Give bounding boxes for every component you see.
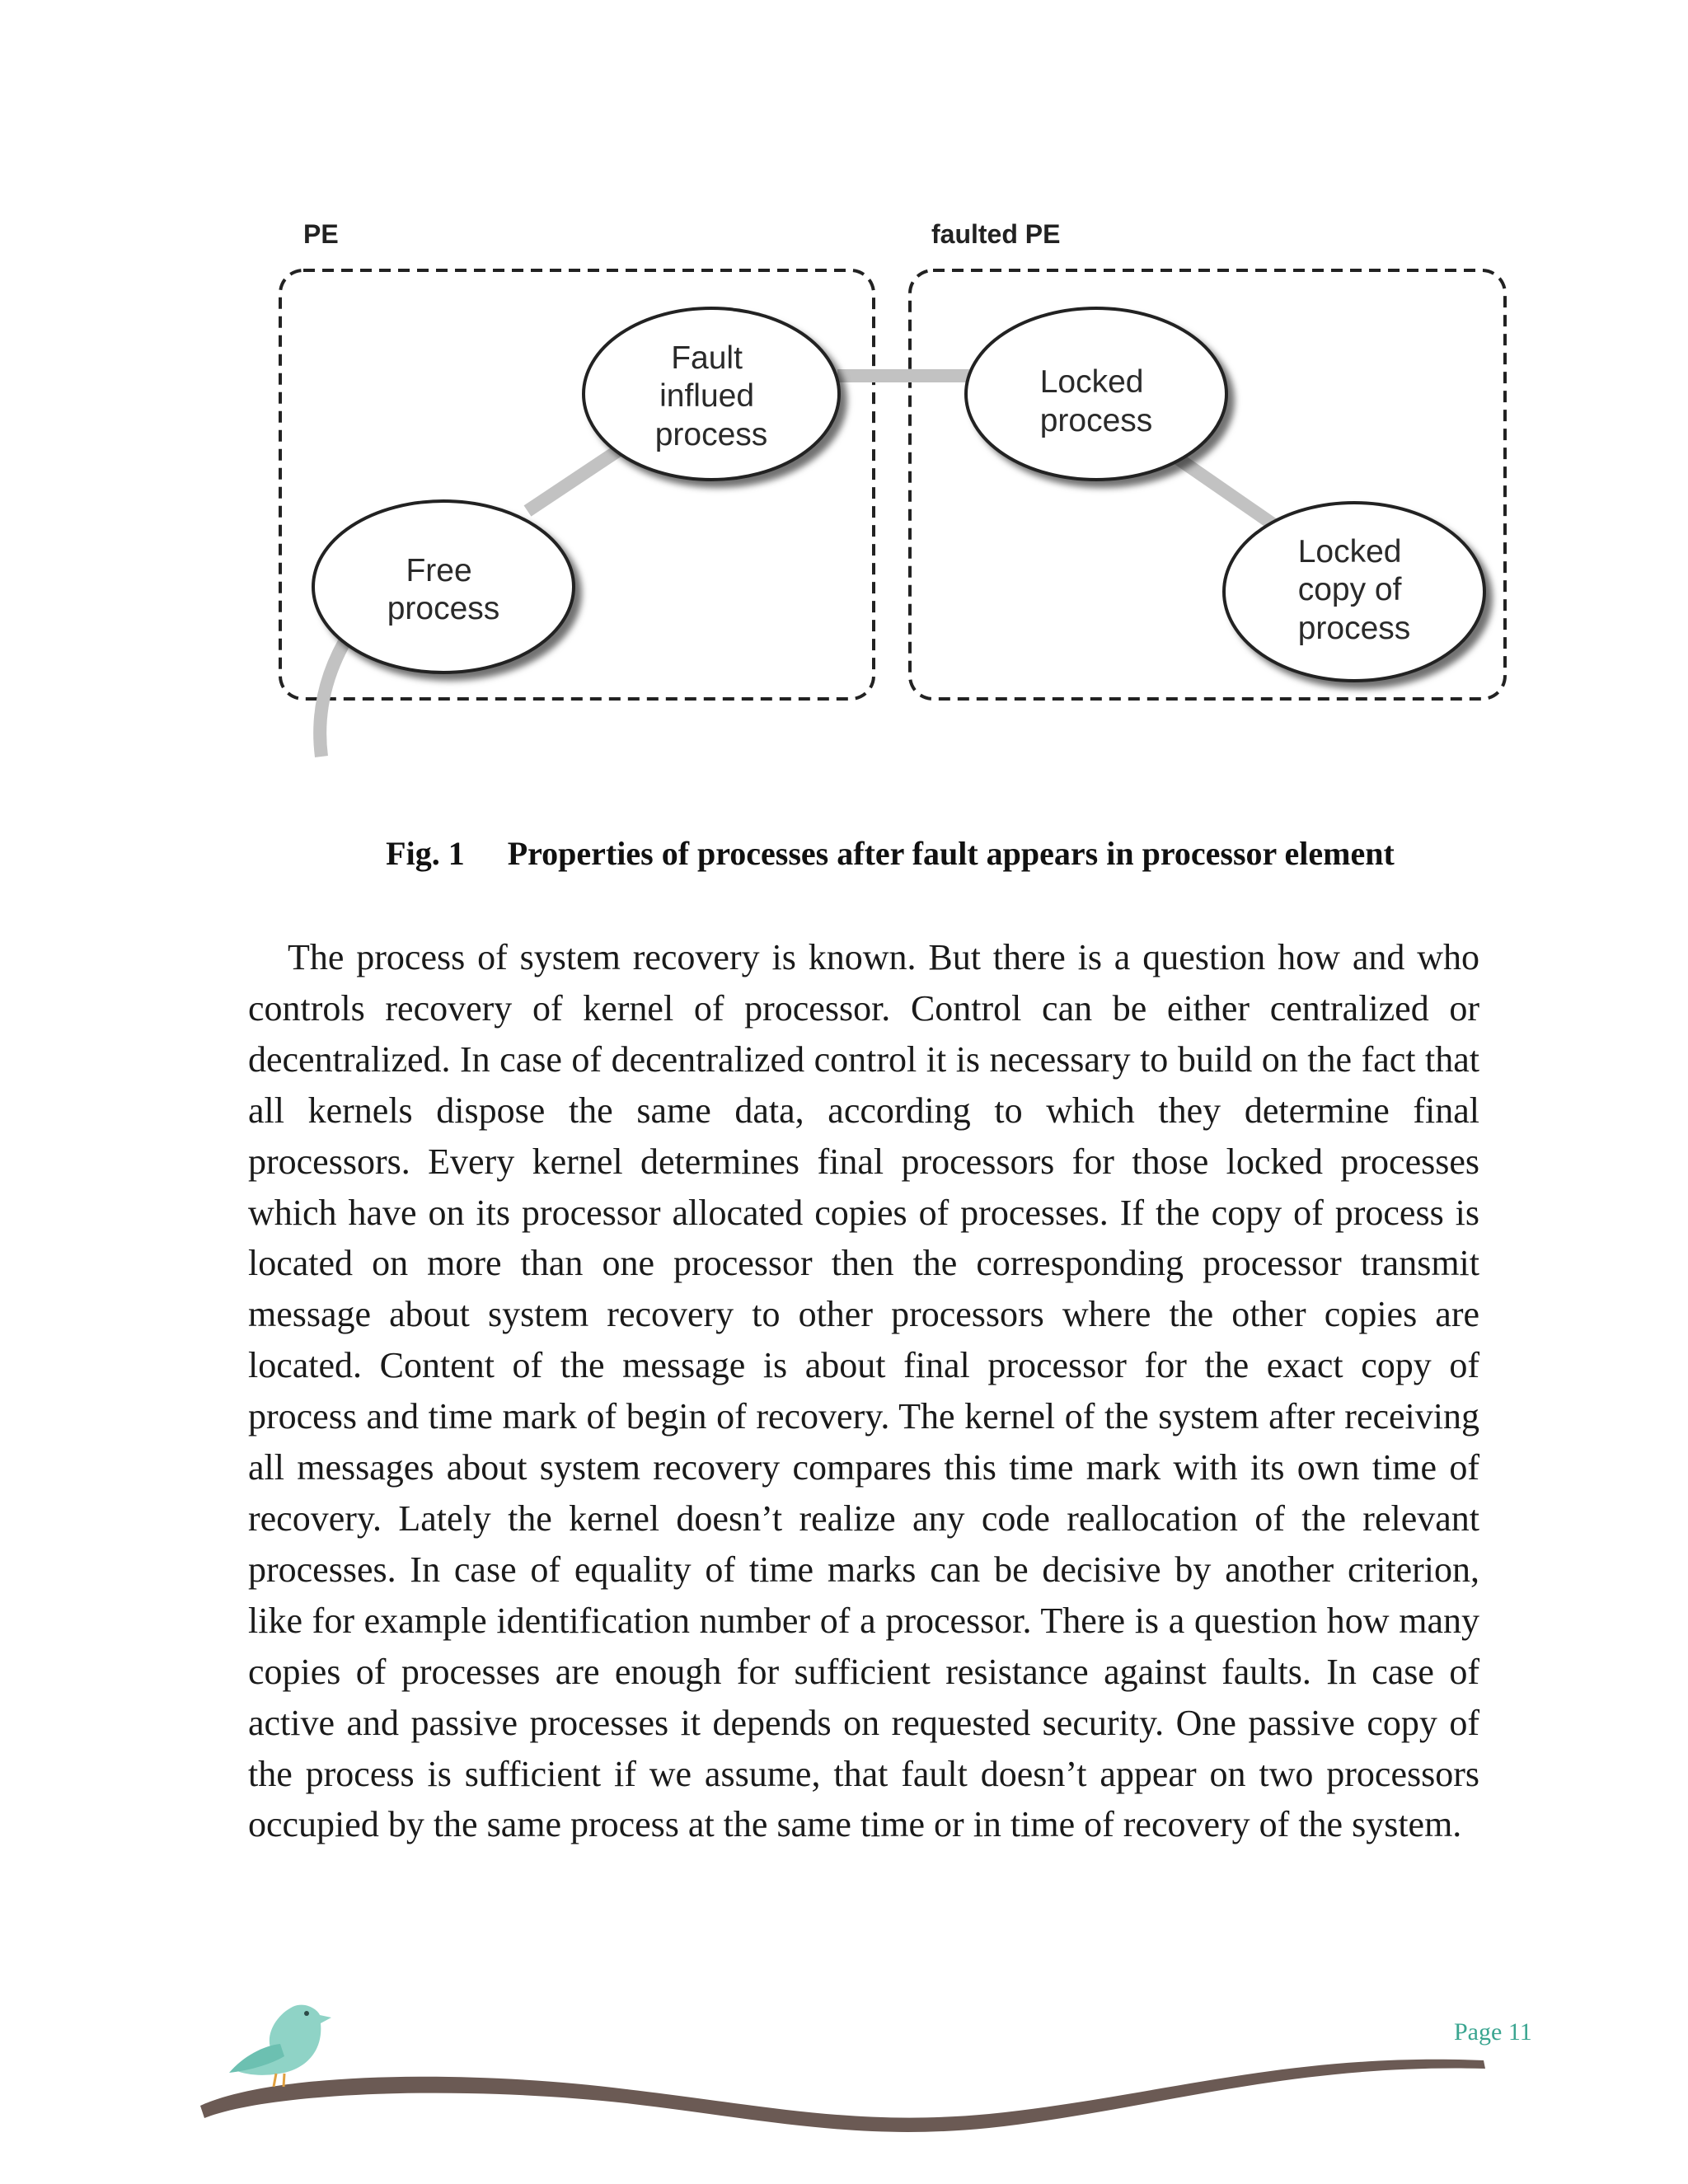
page-number: Page 11 — [1454, 2018, 1532, 2046]
node-locked-copy-process — [1224, 503, 1484, 681]
svg-text:Fault influed: Fault influed process — [654, 340, 768, 452]
branch-decoration — [200, 2060, 1485, 2132]
connector-free-to-fault — [528, 445, 626, 511]
svg-text:Free process: Free process — [387, 553, 500, 626]
figure-caption — [247, 834, 1533, 873]
figure-diagram — [247, 198, 1533, 791]
process-diagram — [247, 198, 1533, 791]
bird-icon — [229, 2005, 331, 2087]
faulted-pe-box-label: faulted PE — [931, 219, 1061, 249]
node-free-process — [313, 501, 574, 673]
figure-caption-label: Fig. 1 — [386, 835, 465, 872]
body-paragraph: The process of system recovery is known. But there is a question how and who controls recovery of kernel of processor. Control can be either centralized or decentralized. In case of decentralized control it is necessary to build on the fact that all kernels dispose the same data, according to which they determine final processors. Every kernel determines final processors for those locked processes which have on its processor allocated copies of processes. If the copy of process is located on more than one processor then the corresponding processor transmit message about system recovery to other processors where the other copies are located. Content of the message is about final processor for the exact copy of process and time mark of begin of recovery. The kernel of the system after receiving all messages about system recovery compares this time mark with its own time of recovery. Lately the kernel doesn’t realize any code reallocation of the relevant processes. In case of equality of time marks can be decisive by another criterion, like for example identification number of a processor. There is a question how many copies of processes are enough for sufficient resistance against faults. In case of active and passive processes it depends on requested security. One passive copy of the process is sufficient if we assume, that fault doesn’t appear on two processors occupied by the same process at the same time or in time of recovery of the system. — [248, 937, 1479, 1845]
svg-text:Locked process: Locked process — [1039, 364, 1153, 438]
footer-decoration — [0, 1978, 1688, 2184]
node-fault-influed-process — [584, 308, 839, 480]
pe-box-label: PE — [303, 219, 339, 249]
node-locked-process — [966, 308, 1226, 480]
figure-caption-text: Properties of processes after fault appears in processor element — [507, 835, 1395, 872]
connector-locked-to-copy — [1170, 453, 1278, 527]
svg-text:Locked copy of: Locked copy of process — [1297, 534, 1411, 646]
